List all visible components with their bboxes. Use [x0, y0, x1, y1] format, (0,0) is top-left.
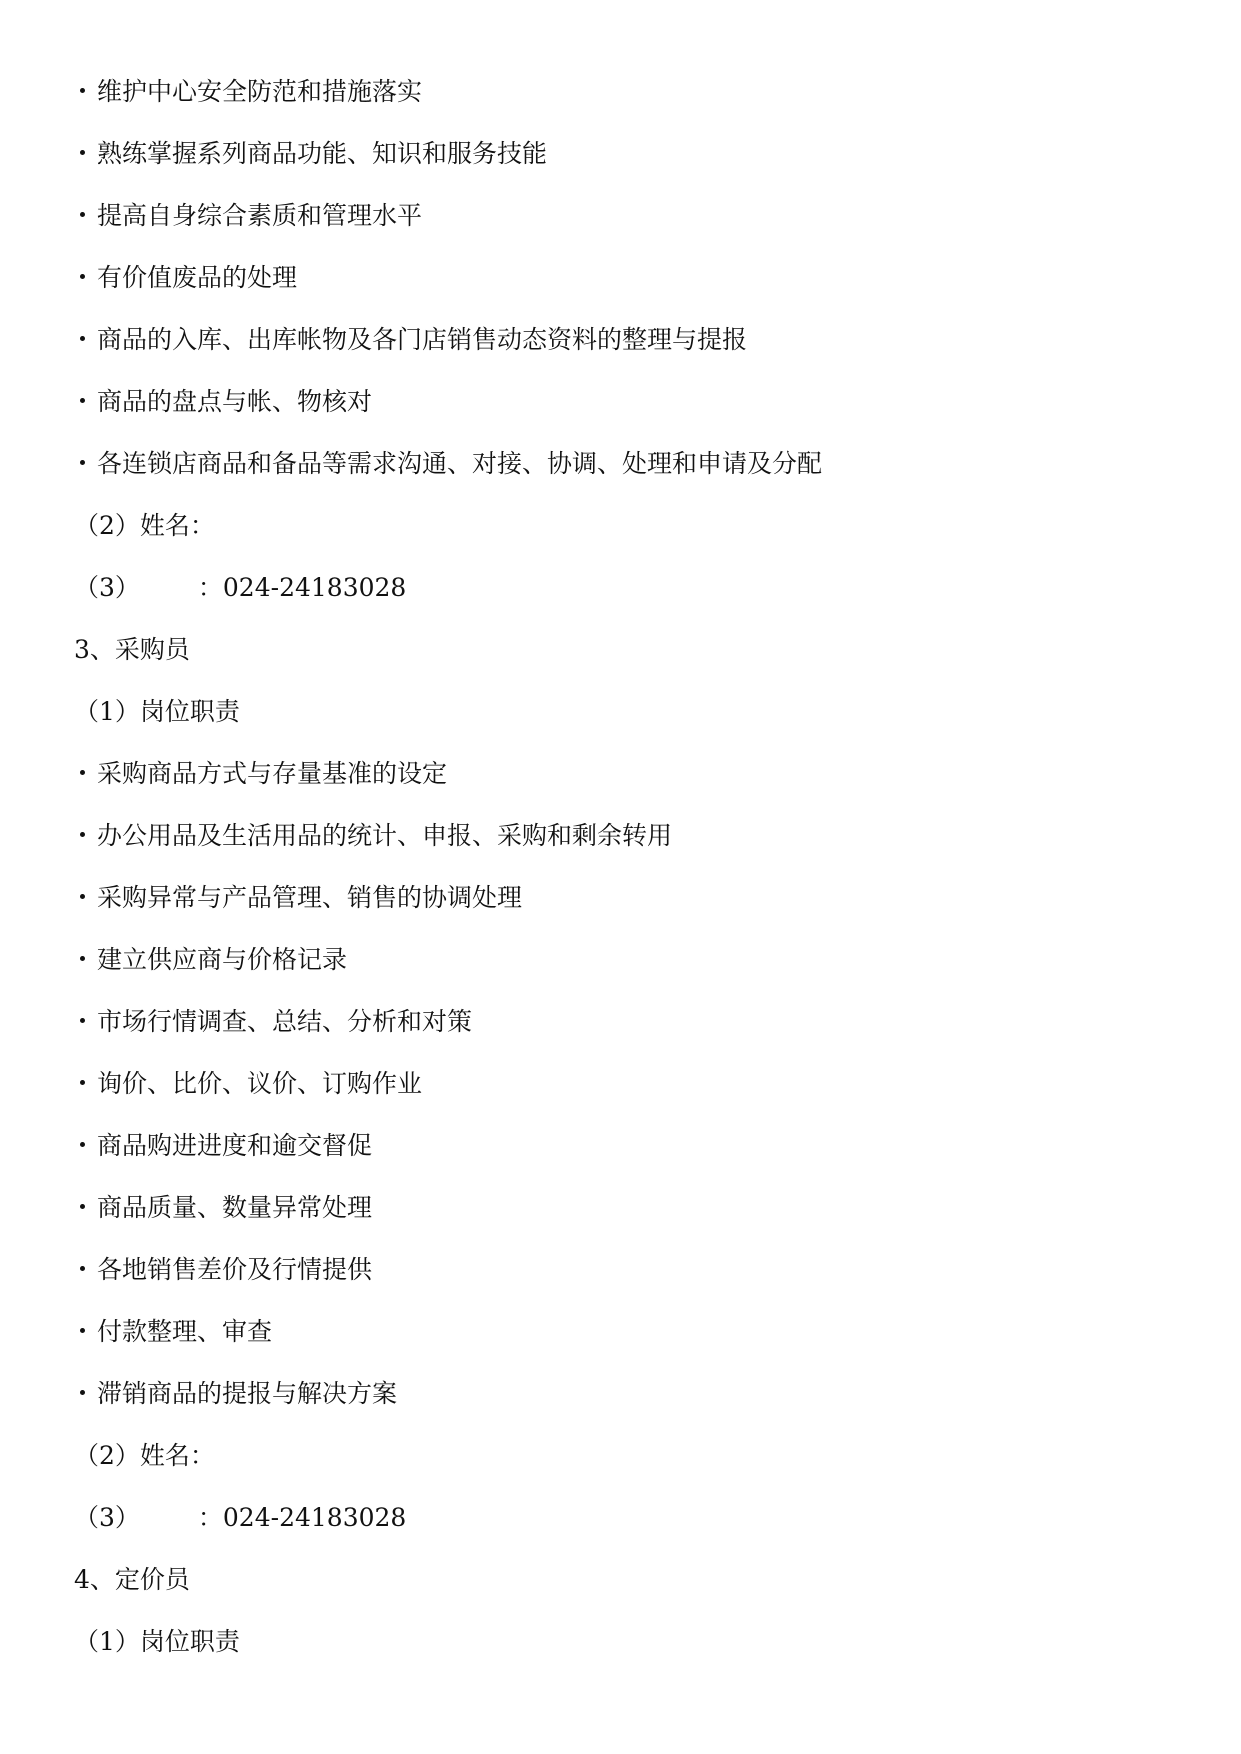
bullet-dot-icon [80, 1018, 85, 1023]
bullet-item [0, 358, 1241, 420]
bullet-dot-icon [80, 150, 85, 155]
section-heading-text: 4、定价员 [74, 1564, 190, 1594]
bullet-dot-icon [80, 1266, 85, 1271]
section-heading-text: 3、采购员 [74, 634, 190, 664]
bullet-dot-icon [80, 88, 85, 93]
bullet-dot-icon [80, 1080, 85, 1085]
sub-item-text: （2）姓名： [74, 510, 215, 540]
bullet-dot-icon [80, 956, 85, 961]
bullet-item [0, 1164, 1241, 1226]
bullet-dot-icon [80, 212, 85, 217]
bullet-item [0, 1226, 1241, 1288]
bullet-text: 各地销售差价及行情提供 [97, 1254, 373, 1284]
bullet-dot-icon [80, 894, 85, 899]
bullet-text: 办公用品及生活用品的统计、申报、采购和剩余转用 [97, 820, 673, 850]
bullet-item [0, 48, 1241, 110]
bullet-item [0, 1288, 1241, 1350]
bullet-item [0, 234, 1241, 296]
bullet-text: 有价值废品的处理 [97, 262, 298, 292]
subsection-heading [0, 668, 1241, 730]
bullet-item [0, 1350, 1241, 1412]
name-field-line [0, 482, 1241, 544]
sub-item-text: （1）岗位职责 [74, 1626, 240, 1656]
bullet-item [0, 172, 1241, 234]
bullet-text: 滞销商品的提报与解决方案 [97, 1378, 398, 1408]
bullet-item [0, 916, 1241, 978]
bullet-dot-icon [80, 1204, 85, 1209]
bullet-text: 熟练掌握系列商品功能、知识和服务技能 [97, 138, 548, 168]
bullet-dot-icon [80, 1390, 85, 1395]
bullet-text: 提高自身综合素质和管理水平 [97, 200, 423, 230]
bullet-dot-icon [80, 274, 85, 279]
phone-value: ：024-24183028 [197, 572, 407, 602]
bullet-text: 采购商品方式与存量基准的设定 [97, 758, 448, 788]
bullet-text: 采购异常与产品管理、销售的协调处理 [97, 882, 523, 912]
document-body [0, 48, 1241, 1660]
bullet-dot-icon [80, 832, 85, 837]
bullet-dot-icon [80, 460, 85, 465]
section-heading [0, 1536, 1241, 1598]
subsection-heading [0, 1598, 1241, 1660]
bullet-item [0, 296, 1241, 358]
bullet-text: 建立供应商与价格记录 [97, 944, 348, 974]
sub-item-text: （1）岗位职责 [74, 696, 240, 726]
bullet-dot-icon [80, 1328, 85, 1333]
sub-item-text: （2）姓名： [74, 1440, 215, 1470]
name-field-line [0, 1412, 1241, 1474]
bullet-dot-icon [80, 1142, 85, 1147]
bullet-dot-icon [80, 336, 85, 341]
bullet-text: 各连锁店商品和备品等需求沟通、对接、协调、处理和申请及分配 [97, 448, 823, 478]
bullet-text: 商品质量、数量异常处理 [97, 1192, 373, 1222]
bullet-item [0, 854, 1241, 916]
bullet-text: 询价、比价、议价、订购作业 [97, 1068, 423, 1098]
bullet-dot-icon [80, 398, 85, 403]
section-heading [0, 606, 1241, 668]
phone-prefix: （3） [74, 572, 140, 602]
bullet-item [0, 110, 1241, 172]
bullet-item [0, 1102, 1241, 1164]
bullet-text: 商品购进进度和逾交督促 [97, 1130, 373, 1160]
bullet-text: 市场行情调查、总结、分析和对策 [97, 1006, 473, 1036]
bullet-item [0, 420, 1241, 482]
bullet-dot-icon [80, 770, 85, 775]
bullet-text: 付款整理、审查 [97, 1316, 273, 1346]
bullet-item [0, 730, 1241, 792]
bullet-item [0, 792, 1241, 854]
bullet-text: 商品的盘点与帐、物核对 [97, 386, 373, 416]
phone-value: ：024-24183028 [197, 1502, 407, 1532]
phone-field-line [0, 1474, 1241, 1536]
phone-prefix: （3） [74, 1502, 140, 1532]
bullet-text: 维护中心安全防范和措施落实 [97, 76, 423, 106]
phone-field-line [0, 544, 1241, 606]
bullet-text: 商品的入库、出库帐物及各门店销售动态资料的整理与提报 [97, 324, 748, 354]
bullet-item [0, 1040, 1241, 1102]
bullet-item [0, 978, 1241, 1040]
